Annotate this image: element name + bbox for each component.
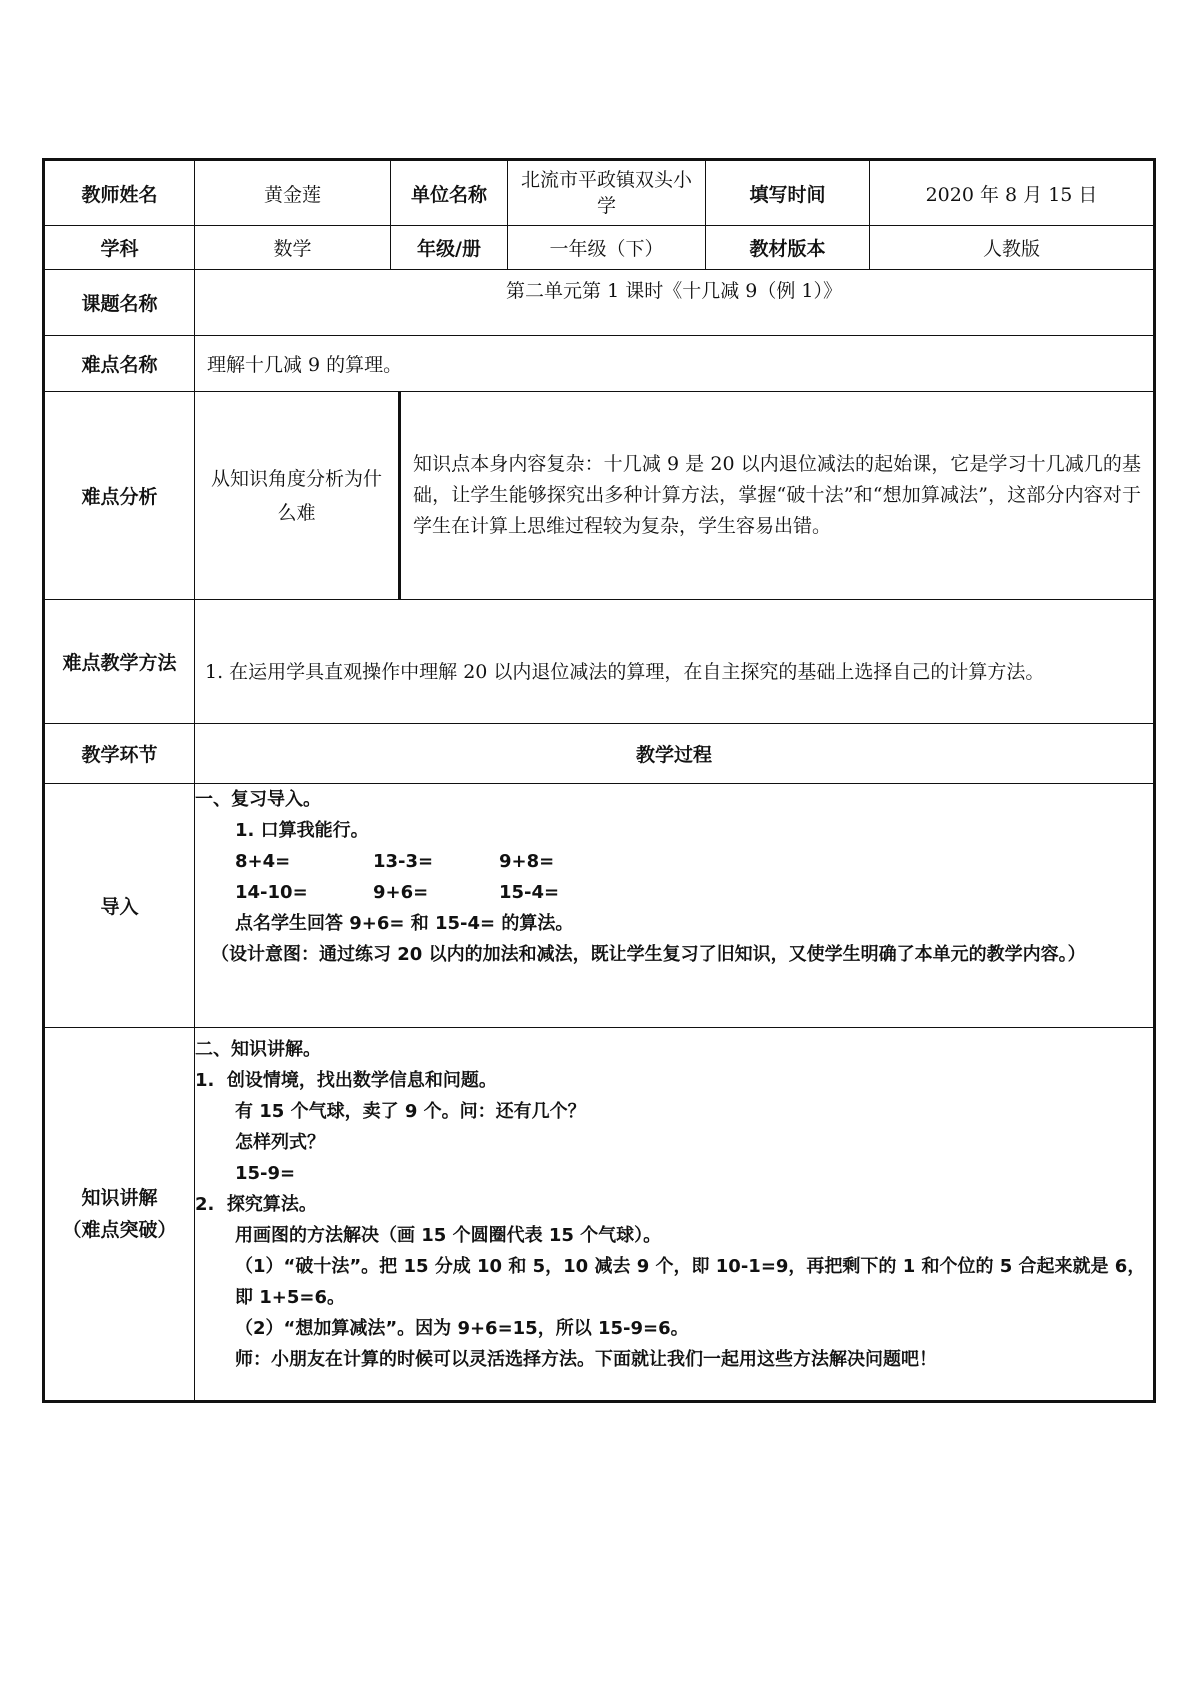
knowledge-s1c: 15-9=	[235, 1163, 296, 1184]
intro-heading: 一、复习导入。	[195, 789, 321, 810]
grade-value: 一年级（下）	[508, 226, 706, 270]
knowledge-s1b: 怎样列式？	[235, 1132, 325, 1153]
subject-value: 数学	[195, 226, 391, 270]
process-label: 教学过程	[195, 724, 1155, 784]
analysis-sub-label: 从知识角度分析为什么难	[195, 392, 400, 600]
date-value: 2020 年 8 月 15 日	[870, 160, 1155, 226]
knowledge-label-line2: （难点突破）	[62, 1219, 177, 1241]
unit-name: 北流市平政镇双头小学	[508, 160, 706, 226]
calc-item: 9+6=	[373, 882, 429, 903]
calc-item: 15-4=	[499, 882, 560, 903]
analysis-label: 难点分析	[44, 392, 195, 600]
knowledge-s2d: 师：小朋友在计算的时候可以灵活选择方法。下面就让我们一起用这些方法解决问题吧！	[235, 1349, 937, 1370]
teacher-label: 教师姓名	[44, 160, 195, 226]
difficulty-value: 理解十几减 9 的算理。	[195, 336, 1155, 392]
knowledge-s2: 2. 探究算法。	[195, 1194, 317, 1215]
subject-label: 学科	[44, 226, 195, 270]
teacher-name: 黄金莲	[195, 160, 391, 226]
intro-intent: （设计意图：通过练习 20 以内的加法和减法，既让学生复习了旧知识，又使学生明确了本单元的教学内容。）	[211, 944, 1086, 965]
knowledge-label	[44, 1028, 195, 1402]
calc-item: 14-10=	[235, 882, 308, 903]
method-row	[44, 600, 1155, 724]
difficulty-label: 难点名称	[44, 336, 195, 392]
intro-calc-row-2	[195, 877, 1153, 908]
header-row-2	[44, 226, 1155, 270]
method-text: 1. 在运用学具直观操作中理解 20 以内退位减法的算理，在自主探究的基础上选择自己的计算方法。	[195, 600, 1155, 724]
topic-value: 第二单元第 1 课时《十几减 9（例 1）》	[195, 270, 1155, 336]
method-label: 难点教学方法	[44, 600, 195, 724]
intro-call: 点名学生回答 9+6= 和 15-4= 的算法。	[235, 913, 574, 934]
intro-calc-row-1	[195, 846, 1153, 877]
date-label: 填写时间	[706, 160, 870, 226]
calc-item: 9+8=	[499, 851, 555, 872]
intro-row	[44, 784, 1155, 1028]
knowledge-s1: 1. 创设情境，找出数学信息和问题。	[195, 1070, 497, 1091]
analysis-row	[44, 392, 1155, 600]
difficulty-row	[44, 336, 1155, 392]
stage-label: 教学环节	[44, 724, 195, 784]
knowledge-heading: 二、知识讲解。	[195, 1039, 321, 1060]
process-header-row	[44, 724, 1155, 784]
calc-item: 8+4=	[235, 851, 291, 872]
header-row-1	[44, 160, 1155, 226]
intro-sub: 1. 口算我能行。	[235, 820, 369, 841]
grade-label: 年级/册	[391, 226, 508, 270]
edition-label: 教材版本	[706, 226, 870, 270]
knowledge-s2a: 用画图的方法解决（画 15 个圆圈代表 15 个气球）。	[235, 1225, 662, 1246]
intro-content	[195, 784, 1155, 1028]
knowledge-s1a: 有 15 个气球，卖了 9 个。问：还有几个？	[235, 1101, 586, 1122]
knowledge-label-line1: 知识讲解	[81, 1187, 158, 1209]
knowledge-s2b: （1）“破十法”。把 15 分成 10 和 5，10 减去 9 个，即 10-1=9，再把剩下的 1 和个位的 5 合起来就是 6，即 1+5=6。	[235, 1256, 1146, 1308]
intro-label: 导入	[44, 784, 195, 1028]
analysis-text: 知识点本身内容复杂：十几减 9 是 20 以内退位减法的起始课，它是学习十几减几的基础，让学生能够探究出多种计算方法，掌握“破十法”和“想加算减法”，这部分内容对于学生在计算上思维过程较为复杂，学生容易出错。	[400, 392, 1155, 600]
knowledge-s2c: （2）“想加算减法”。因为 9+6=15，所以 15-9=6。	[235, 1318, 689, 1339]
calc-item: 13-3=	[373, 851, 434, 872]
knowledge-content	[195, 1028, 1155, 1402]
unit-label: 单位名称	[391, 160, 508, 226]
lesson-plan-table	[42, 158, 1156, 1403]
edition-value: 人教版	[870, 226, 1155, 270]
knowledge-row	[44, 1028, 1155, 1402]
topic-label: 课题名称	[44, 270, 195, 336]
topic-row	[44, 270, 1155, 336]
